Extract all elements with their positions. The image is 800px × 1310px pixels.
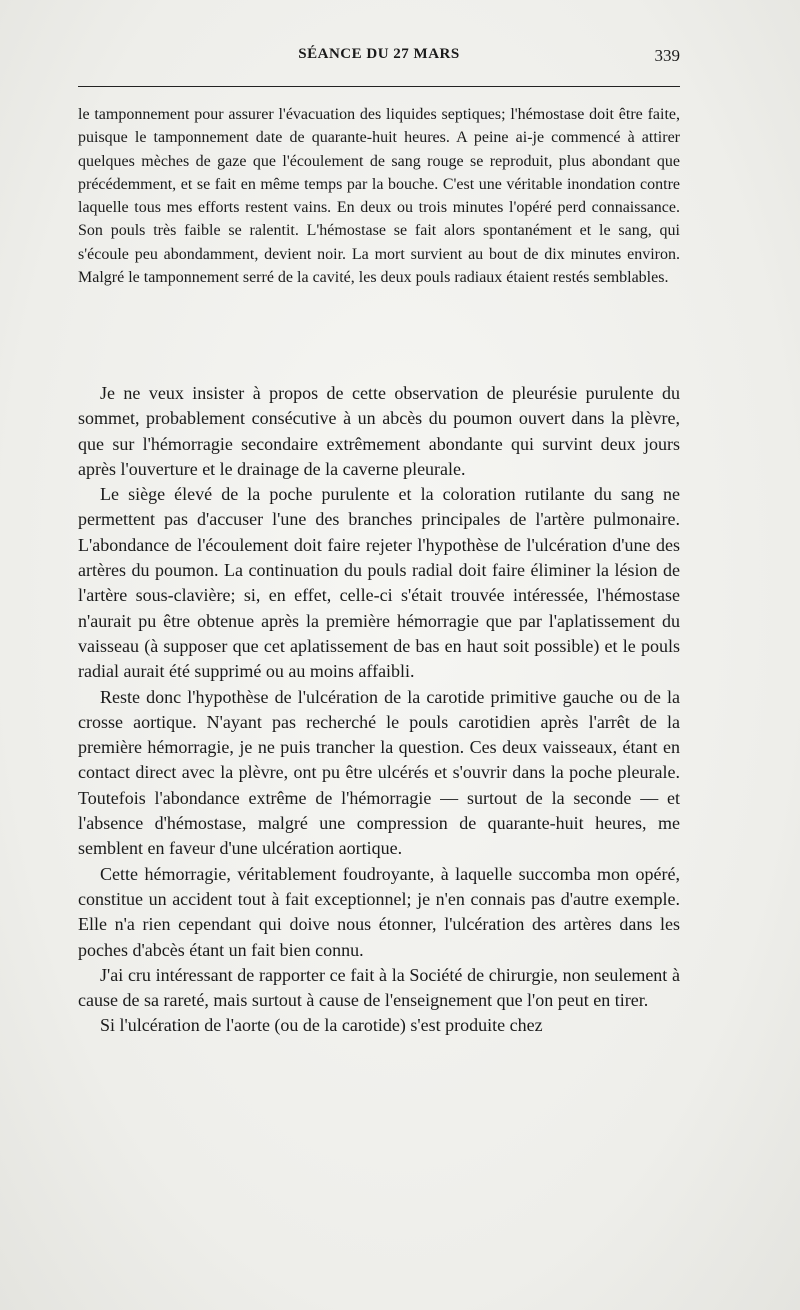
page-number: 339: [654, 46, 680, 65]
paragraph: J'ai cru intéressant de rapporter ce fait à la Société de chirurgie, non seulement à cause de sa rareté, mais surtout à cause de l'enseignement que l'on peut en tirer.: [78, 964, 680, 1011]
header-rule: [78, 86, 680, 87]
paragraph: Le siège élevé de la poche purulente et la coloration rutilante du sang ne permettent pas d'accuser l'une des branches principales de l'artère pulmonaire. L'abondance de l'écoulement doit faire rejeter l'hypothèse de l'ulcération d'une des artères du poumon. La continuation du pouls radial doit faire éliminer la lésion de l'artère sous-clavière; si, en effet, celle-ci s'était trouvée intéressée, l'hémostase n'aurait pu être obtenue après la première hémorragie que par l'aplatissement du vaisseau (à supposer que cet aplatissement de bas en haut soit possible) et le pouls radial aurait été supprimé ou au moins affaibli.: [78, 484, 680, 682]
observation-text: le tamponnement pour assurer l'évacuation des liquides septiques; l'hémostase doit être faite, puisque le tamponnement date de quarante-huit heures. A peine ai-je commencé à attirer quelques mèches de gaze que l'écoulement de sang rouge se reproduit, plus abondant que précédemment, et se fait en même temps par la bouche. C'est une véritable inondation contre laquelle tous mes efforts restent vains. En deux ou trois minutes l'opéré perd connaissance. Son pouls très faible se ralentit. L'hémostase se fait alors spontanément et le sang, qui s'écoule peu abondamment, devient noir. La mort survient au bout de dix minutes environ. Malgré le tamponnement serré de la cavité, les deux pouls radiaux étaient restés semblables.: [78, 106, 680, 287]
main-text: [78, 381, 680, 1039]
paragraph: Je ne veux insister à propos de cette observation de pleurésie purulente du sommet, probablement consécutive à un abcès du poumon ouvert dans la plèvre, que sur l'hémorragie secondaire extrêmement abondante qui survint deux jours après l'ouverture et le drainage de la caverne pleurale.: [78, 383, 680, 479]
paragraph: Si l'ulcération de l'aorte (ou de la carotide) s'est produite chez: [100, 1015, 543, 1036]
paragraph: Cette hémorragie, véritablement foudroyante, à laquelle succomba mon opéré, constitue un accident tout à fait exceptionnel; je n'en connais pas d'autre exemple. Elle n'a rien cependant qui doive nous étonner, l'ulcération des artères dans les poches d'abcès étant un fait bien connu.: [78, 863, 680, 960]
running-head: [78, 46, 680, 72]
paragraph: Reste donc l'hypothèse de l'ulcération de la carotide primitive gauche ou de la crosse aortique. N'ayant pas recherché le pouls carotidien après l'arrêt de la première hémorragie, je ne puis trancher la question. Ces deux vaisseaux, étant en contact direct avec la plèvre, ont pu être ulcérés et s'ouvrir dans la poche pleurale. Toutefois l'abondance extrême de l'hémorragie — surtout de la seconde — et l'absence d'hémostase, malgré une compression de quarante-huit heures, me semblent en faveur d'une ulcération aortique.: [78, 686, 680, 859]
running-title: SÉANCE DU 27 MARS: [298, 46, 460, 62]
